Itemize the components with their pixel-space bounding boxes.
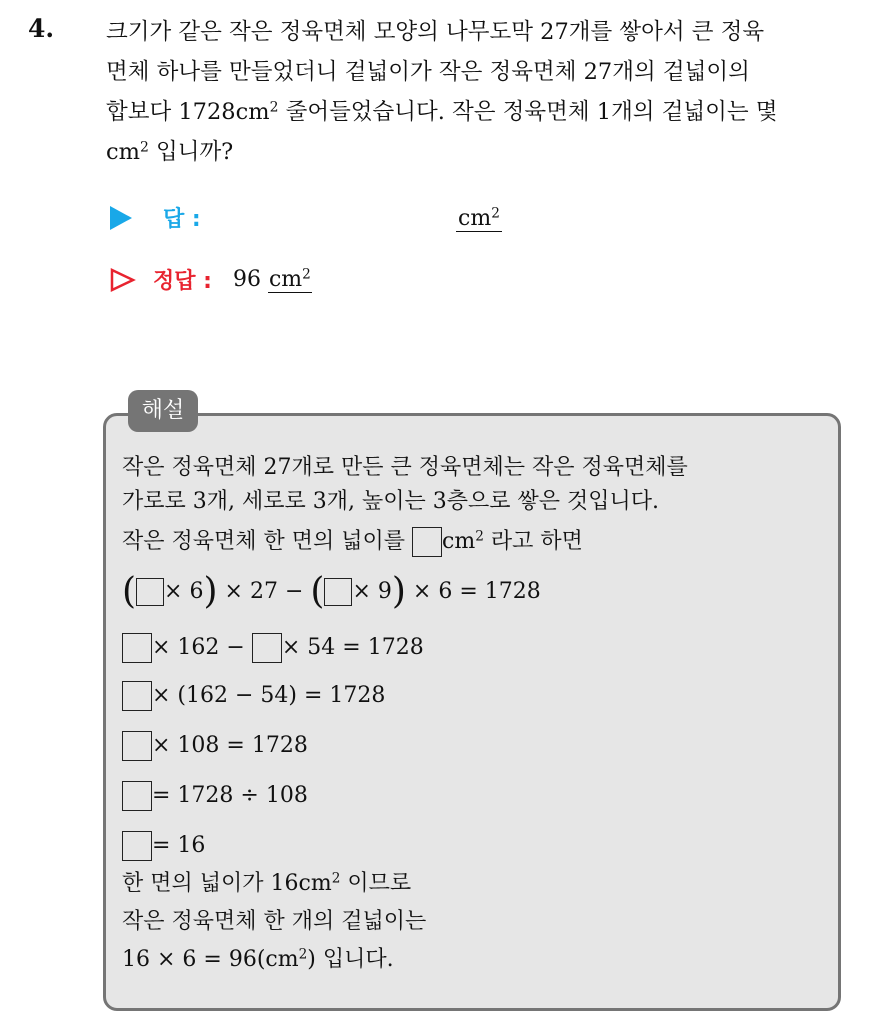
play-triangle-icon: [110, 206, 132, 230]
blank-box: [136, 578, 164, 606]
equation-text: × 6 = 1728: [412, 579, 541, 604]
unit-cm: cm: [235, 99, 270, 125]
equation-4: [122, 730, 308, 762]
explanation-tag: 해설: [128, 390, 198, 432]
close-paren: ): [203, 571, 218, 612]
equation-text: × (162 − 54) = 1728: [152, 683, 386, 708]
correct-answer-label: 정답 :: [153, 269, 212, 294]
equation-6: [122, 830, 205, 862]
explanation-line-6: [122, 944, 394, 976]
equation-text: × 54 = 1728: [281, 635, 424, 660]
question-text: 합보다 1728: [106, 99, 236, 125]
question-line-3: [106, 92, 778, 132]
question-line-4: [106, 132, 233, 172]
equation-2: [122, 632, 424, 664]
blank-box: [412, 527, 442, 557]
question-line-2: 면체 하나를 만들었더니 겉넓이가 작은 정육면체 27개의 겉넓이의: [106, 59, 750, 85]
unit-cm: cm: [298, 871, 332, 896]
explanation-line-2: 가로로 3개, 세로로 3개, 높이는 3층으로 쌓은 것입니다.: [122, 489, 659, 514]
equation-text: × 108 = 1728: [152, 733, 308, 758]
blank-box: [122, 831, 152, 861]
explanation-line-3: [122, 526, 583, 558]
unit-cm: cm: [106, 139, 140, 165]
explanation-text: ) 입니다.: [307, 947, 394, 972]
explanation-line-1: 작은 정육면체 27개로 만든 큰 정육면체는 작은 정육면체를: [122, 455, 688, 480]
answer-unit-superscript: 2: [491, 205, 500, 222]
unit-cm: cm: [442, 529, 476, 554]
explanation-line-5: 작은 정육면체 한 개의 겉넓이는: [122, 909, 427, 934]
correct-answer-unit: [268, 267, 312, 293]
explanation-text: 이므로: [347, 871, 412, 896]
open-paren: (: [122, 571, 137, 612]
correct-answer-unit-superscript: 2: [302, 266, 311, 283]
unit-cm: cm: [265, 947, 299, 972]
equation-text: × 27 −: [224, 579, 304, 604]
answer-label: 답 :: [163, 207, 201, 232]
correct-answer-unit-text: cm: [268, 267, 303, 292]
equation-text: × 6: [164, 579, 204, 604]
explanation-text: 한 면의 넓이가 16: [122, 871, 299, 896]
blank-box: [122, 633, 152, 663]
answer-row: [110, 202, 201, 242]
answer-unit: cm: [458, 206, 492, 231]
open-paren: (: [310, 571, 325, 612]
explanation-text: 작은 정육면체 한 면의 넓이를: [122, 529, 405, 554]
unit-superscript: 2: [475, 528, 484, 545]
equation-text: × 9: [352, 579, 392, 604]
blank-box: [324, 578, 352, 606]
correct-answer-value: [233, 267, 312, 292]
equation-5: [122, 780, 308, 812]
question-text: 입니까?: [155, 139, 234, 165]
close-paren: ): [391, 571, 406, 612]
outline-triangle-icon: [110, 268, 136, 292]
blank-box: [252, 633, 282, 663]
equation-1: [122, 571, 541, 612]
unit-superscript: 2: [139, 139, 149, 156]
explanation-line-4: [122, 868, 411, 900]
blank-box: [122, 681, 152, 711]
question-number: 4.: [28, 14, 55, 43]
question-text: 줄어들었습니다. 작은 정육면체 1개의 겉넓이는 몇: [285, 99, 778, 125]
correct-answer-row: [110, 264, 312, 304]
blank-box: [122, 781, 152, 811]
question-line-1: 크기가 같은 작은 정육면체 모양의 나무도막 27개를 쌓아서 큰 정육: [106, 19, 765, 45]
unit-superscript: 2: [298, 946, 308, 963]
correct-answer-number: 96: [232, 267, 261, 292]
explanation-text: 라고 하면: [490, 529, 583, 554]
blank-box: [122, 731, 152, 761]
explanation-text: 16 × 6 = 96(: [122, 947, 266, 972]
unit-superscript: 2: [269, 99, 279, 116]
equation-text: = 1728 ÷ 108: [152, 783, 308, 808]
answer-blank[interactable]: [456, 206, 502, 232]
equation-text: × 162 −: [152, 635, 245, 660]
equation-3: [122, 680, 385, 712]
unit-superscript: 2: [331, 870, 341, 887]
equation-text: = 16: [152, 833, 206, 858]
